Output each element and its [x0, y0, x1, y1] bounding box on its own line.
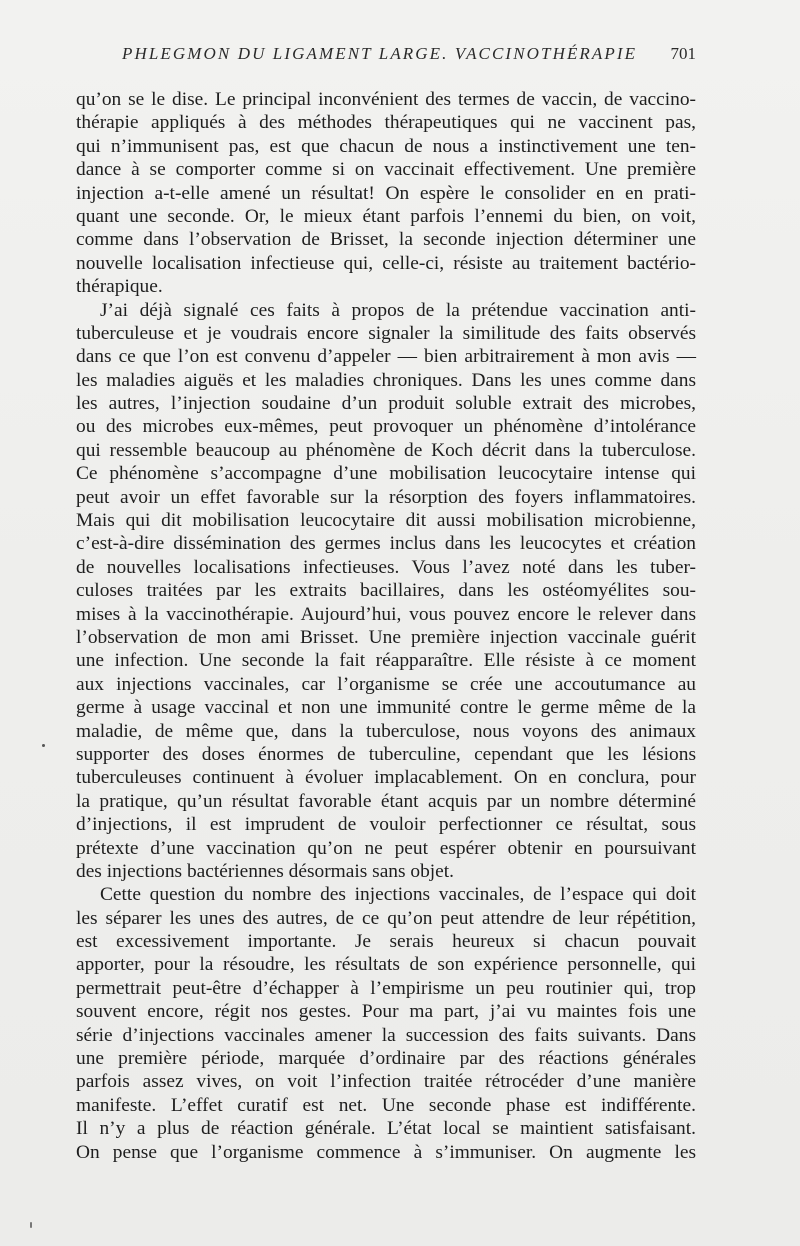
text-line: des injections bactériennes désormais sans objet.	[76, 860, 455, 882]
text-line: série d’injections vaccinales amener la succession des faits suivants. Dans	[76, 1024, 696, 1046]
text-line: apporter, pour la résoudre, les résultats de son expérience personnelle, qui	[76, 954, 696, 976]
running-title: PHLEGMON DU LIGAMENT LARGE. VACCINOTHÉRAPIE	[122, 44, 638, 63]
text-line: permettrait peut-être d’échapper à l’empirisme un peu routinier qui, trop	[76, 977, 696, 999]
text-line: germe à usage vaccinal et non une immunité contre le germe même de la	[76, 697, 696, 719]
text-line: tuberculeuses continuent à évoluer implacablement. On en conclura, pour	[76, 767, 696, 789]
text-line: parfois assez vives, on voit l’infection traitée rétrocéder d’une manière	[76, 1071, 696, 1093]
text-line: supporter des doses énormes de tuberculine, cependant que les lésions	[76, 743, 696, 765]
text-line: qu’on se le dise. Le principal inconvénient des termes de vaccin, de vaccino-	[76, 89, 696, 110]
text-line: l’observation de mon ami Brisset. Une première injection vaccinale guérit	[76, 626, 696, 648]
text-line: est excessivement importante. Je serais heureux si chacun pouvait	[76, 931, 696, 953]
text-line: une première période, marquée d’ordinaire par des réactions générales	[76, 1048, 696, 1070]
text-line: injection a-t-elle amené un résultat! On espère le consolider en en prati-	[76, 182, 696, 204]
text-line: les séparer les unes des autres, de ce qu’on peut attendre de leur répétition,	[76, 907, 696, 929]
text-line: comme dans l’observation de Brisset, la seconde injection déterminer une	[76, 229, 696, 251]
text-line: prétexte d’une vaccination qu’on ne peut espérer obtenir en poursuivant	[76, 837, 696, 859]
text-line: Il n’y a plus de réaction générale. L’état local se maintient satisfaisant.	[76, 1118, 696, 1140]
text-line: Mais qui dit mobilisation leucocytaire dit aussi mobilisation microbienne,	[76, 510, 696, 532]
text-line: les maladies aiguës et les maladies chroniques. Dans les unes comme dans	[76, 369, 696, 391]
text-line: souvent encore, régit nos gestes. Pour ma part, j’ai vu maintes fois une	[76, 1001, 696, 1023]
text-line: ou des microbes eux-mêmes, peut provoquer un phénomène d’intolérance	[76, 416, 696, 438]
text-line: mises à la vaccinothérapie. Aujourd’hui, vous pouvez encore le relever dans	[76, 603, 696, 625]
body-text	[76, 88, 696, 1164]
text-line: Ce phénomène s’accompagne d’une mobilisation leucocytaire intense qui	[76, 463, 696, 485]
text-line: culoses traitées par les extraits bacillaires, dans les ostéomyélites sou-	[76, 580, 696, 602]
print-speck	[30, 1222, 32, 1228]
text-line: tuberculeuse et je voudrais encore signaler la similitude des faits observés	[76, 322, 696, 344]
text-line: aux injections vaccinales, car l’organisme se crée une accoutumance au	[76, 673, 696, 695]
text-line: les autres, l’injection soudaine d’un produit soluble extrait des microbes,	[76, 393, 696, 415]
text-line: thérapie appliqués à des méthodes thérapeutiques qui ne vaccinent pas,	[76, 112, 696, 134]
print-speck	[42, 744, 45, 747]
text-line: dance à se comporter comme si on vaccinait effectivement. Une première	[76, 159, 696, 181]
text-line: d’injections, il est imprudent de vouloir perfectionner ce résultat, sous	[76, 814, 696, 836]
text-line: dans ce que l’on est convenu d’appeler — bien arbitrairement à mon avis —	[76, 346, 696, 368]
text-line: manifeste. L’effet curatif est net. Une seconde phase est indifférente.	[76, 1094, 696, 1116]
text-line: qui n’immunisent pas, est que chacun de nous a instinctivement une ten-	[76, 135, 696, 157]
text-line: J’ai déjà signalé ces faits à propos de la prétendue vaccination anti-	[100, 299, 696, 321]
text-line: maladie, de même que, dans la tuberculose, nous voyons des animaux	[76, 720, 696, 742]
page-number: 701	[670, 44, 696, 63]
text-line: de nouvelles localisations infectieuses. Vous l’avez noté dans les tuber-	[76, 556, 696, 578]
text-line: On pense que l’organisme commence à s’immuniser. On augmente les	[76, 1141, 696, 1163]
text-line: nouvelle localisation infectieuse qui, celle-ci, résiste au traitement bactério-	[76, 252, 696, 274]
text-line: c’est-à-dire dissémination des germes inclus dans les leucocytes et création	[76, 533, 696, 555]
running-head	[76, 44, 696, 66]
text-line: peut avoir un effet favorable sur la résorption des foyers inflammatoires.	[76, 486, 696, 508]
text-line: Cette question du nombre des injections vaccinales, de l’espace qui doit	[100, 884, 696, 906]
text-line: thérapique.	[76, 276, 163, 298]
text-line: quant une seconde. Or, le mieux étant parfois l’ennemi du bien, on voit,	[76, 205, 696, 227]
text-line: la pratique, qu’un résultat favorable étant acquis par un nombre déterminé	[76, 790, 696, 812]
text-line: qui ressemble beaucoup au phénomène de Koch décrit dans la tuberculose.	[76, 439, 696, 461]
text-line: une infection. Une seconde la fait réapparaître. Elle résiste à ce moment	[76, 650, 696, 672]
